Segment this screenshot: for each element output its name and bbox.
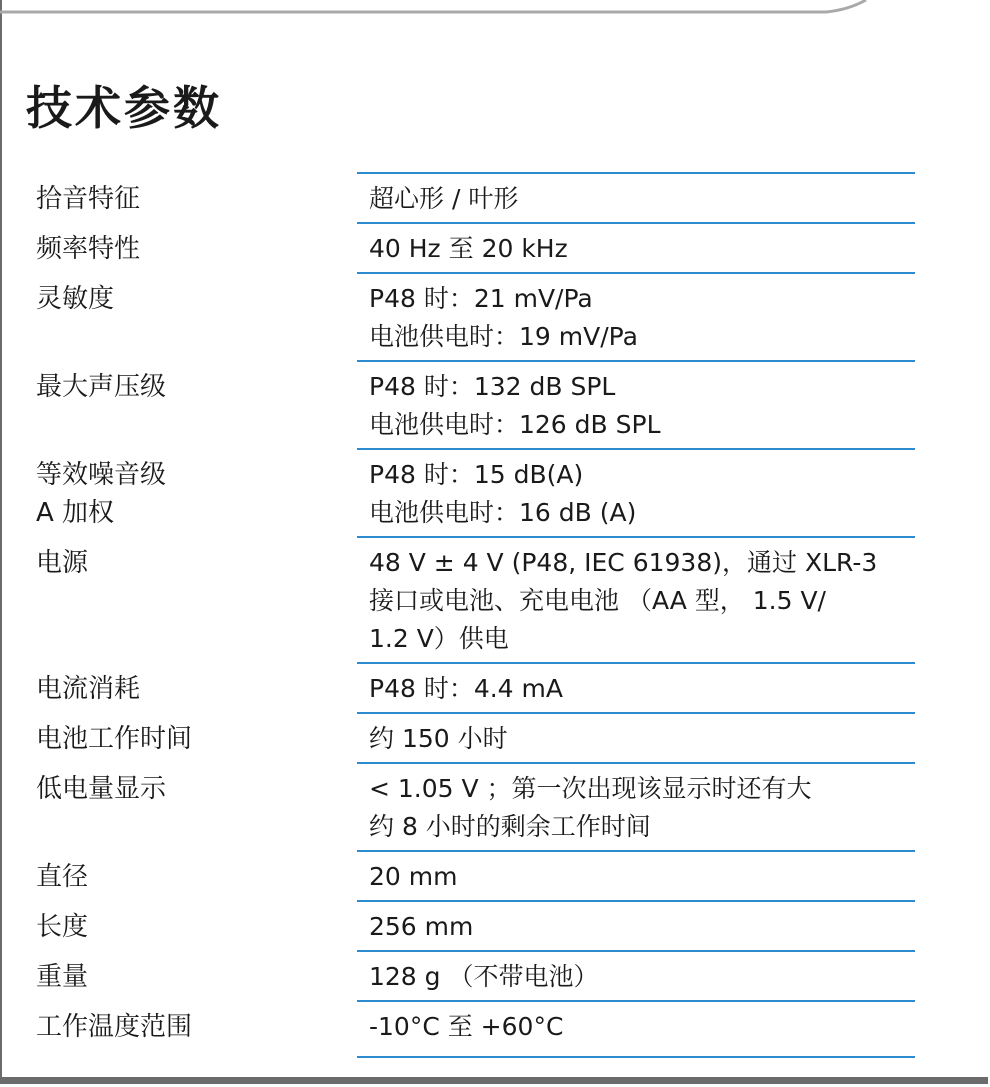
- spec-row: [36, 712, 915, 762]
- spec-row: [36, 950, 915, 1000]
- header-tab-decoration: [0, 0, 990, 20]
- spec-value: 超心形 / 叶形: [357, 172, 915, 222]
- spec-row: [36, 272, 915, 360]
- spec-row: [36, 662, 915, 712]
- spec-row: [36, 360, 915, 448]
- spec-value: 256 mm: [357, 900, 915, 950]
- spec-row: [36, 1000, 915, 1058]
- spec-value: P48 时：15 dB(A) 电池供电时：16 dB (A): [357, 448, 915, 536]
- spec-value: 48 V ± 4 V (P48, IEC 61938)，通过 XLR-3 接口或电池、充电电池 （AA 型， 1.5 V/ 1.2 V）供电: [357, 536, 915, 662]
- spec-label: 工作温度范围: [36, 1012, 193, 1042]
- spec-row: [36, 536, 915, 662]
- spec-row: [36, 850, 915, 900]
- spec-label: 拾音特征: [36, 184, 141, 214]
- spec-value: 128 g （不带电池）: [357, 950, 915, 1000]
- spec-label: 低电量显示: [36, 774, 167, 804]
- spec-value: < 1.05 V ；第一次出现该显示时还有大 约 8 小时的剩余工作时间: [357, 762, 915, 850]
- spec-value: P48 时：132 dB SPL 电池供电时：126 dB SPL: [357, 360, 915, 448]
- spec-row: [36, 762, 915, 850]
- spec-label: 长度: [36, 912, 89, 942]
- spec-table: [36, 172, 915, 1058]
- spec-label: 重量: [36, 962, 89, 992]
- page-title: 技术参数: [26, 81, 222, 135]
- spec-value: 20 mm: [357, 850, 915, 900]
- spec-row: [36, 900, 915, 950]
- spec-value: -10°C 至 +60°C: [357, 1000, 915, 1058]
- spec-label: 电流消耗: [36, 674, 141, 704]
- spec-label: 电池工作时间: [36, 724, 193, 754]
- spec-label: 频率特性: [36, 234, 141, 264]
- spec-label: 灵敏度: [36, 284, 115, 314]
- spec-label: 等效噪音级 A 加权: [36, 460, 167, 528]
- spec-row: [36, 448, 915, 536]
- spec-value: 约 150 小时: [357, 712, 915, 762]
- spec-row: [36, 222, 915, 272]
- spec-row: [36, 172, 915, 222]
- spec-value: P48 时：4.4 mA: [357, 662, 915, 712]
- spec-label: 直径: [36, 862, 89, 892]
- spec-value: P48 时：21 mV/Pa 电池供电时：19 mV/Pa: [357, 272, 915, 360]
- spec-value: 40 Hz 至 20 kHz: [357, 222, 915, 272]
- spec-label: 电源: [36, 548, 89, 578]
- spec-label: 最大声压级: [36, 372, 167, 402]
